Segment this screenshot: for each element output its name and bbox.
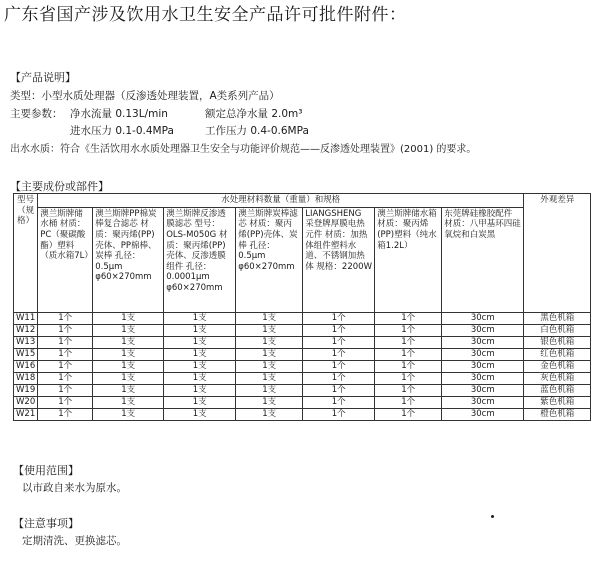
row-cell-c6: 1个 (375, 408, 442, 420)
row-cell-c1: 1个 (38, 408, 93, 420)
header-col-2: 澳兰斯牌PP棉炭棒复合滤芯 材质：聚丙烯(PP)壳体、PP棉棒、炭棒 孔径：0.5μm φ60×270mm (93, 207, 164, 312)
components-table (13, 193, 591, 421)
row-cell-c4: 1支 (236, 336, 303, 348)
row-cell-c2: 1支 (93, 408, 164, 420)
row-cell-c6: 1个 (375, 396, 442, 408)
table-row (14, 324, 591, 336)
row-cell-c3: 1支 (164, 312, 236, 324)
header-col-7: 东莞牌硅橡胶配件 材质：八甲基环四硅氧烷和白炭黑 (442, 207, 524, 312)
row-cell-c1: 1个 (38, 396, 93, 408)
row-cell-c4: 1支 (236, 360, 303, 372)
row-model: W15 (14, 348, 38, 360)
row-model: W19 (14, 384, 38, 396)
row-model: W11 (14, 312, 38, 324)
header-col-1: 澳兰斯牌储水桶 材质：PC（聚碳酸酯）塑料（质水箱7L） (38, 207, 93, 312)
row-cell-c3: 1支 (164, 396, 236, 408)
row-cell-c2: 1支 (93, 312, 164, 324)
header-col-3: 澳兰斯牌反渗透膜滤芯 型号：OLS-M050G 材质：聚丙烯(PP)壳体、反渗透膜组件 孔径：0.0001μm φ60×270mm (164, 207, 236, 312)
row-model: W13 (14, 336, 38, 348)
row-model: W21 (14, 408, 38, 420)
header-appearance: 外观差异 (524, 194, 591, 313)
row-cell-c7: 30cm (442, 336, 524, 348)
notes-heading: 【注意事项】 (13, 517, 79, 530)
row-appearance: 紫色机箱 (524, 396, 591, 408)
row-cell-c7: 30cm (442, 408, 524, 420)
header-col-6: 澳兰斯牌储水箱 材质：聚丙烯(PP)塑料（纯水箱1.2L） (375, 207, 442, 312)
row-cell-c5: 1个 (303, 336, 375, 348)
row-appearance: 金色机箱 (524, 360, 591, 372)
row-cell-c7: 30cm (442, 312, 524, 324)
product-desc-heading: 【产品说明】 (10, 71, 76, 84)
category-label: 类型： (10, 90, 42, 102)
row-cell-c4: 1支 (236, 384, 303, 396)
usage-heading: 【使用范围】 (13, 464, 79, 477)
row-cell-c7: 30cm (442, 324, 524, 336)
header-group: 水处理材料数量（重量）和规格 (38, 194, 524, 208)
row-cell-c2: 1支 (93, 348, 164, 360)
row-cell-c6: 1个 (375, 312, 442, 324)
table-row (14, 360, 591, 372)
row-cell-c1: 1个 (38, 324, 93, 336)
row-cell-c3: 1支 (164, 372, 236, 384)
table-subheader-row (14, 207, 591, 312)
header-col-4: 澳兰斯牌炭棒滤芯 材质：聚丙烯(PP)壳体、炭棒 孔径：0.5μm φ60×270mm (236, 207, 303, 312)
row-cell-c4: 1支 (236, 396, 303, 408)
row-cell-c4: 1支 (236, 312, 303, 324)
flow-value: 净水流量 0.13L/min (70, 108, 168, 120)
category-line (10, 88, 280, 103)
components-heading: 【主要成份或部件】 (10, 180, 109, 193)
table-row (14, 408, 591, 420)
row-cell-c1: 1个 (38, 384, 93, 396)
header-col-5: LIANGSHENG 采登牌厚膜电热元件 材质：加热体组件塑料水道、不锈钢加热体 规格：2200W (303, 207, 375, 312)
row-cell-c5: 1个 (303, 372, 375, 384)
row-cell-c6: 1个 (375, 348, 442, 360)
row-cell-c3: 1支 (164, 336, 236, 348)
row-cell-c6: 1个 (375, 384, 442, 396)
row-model: W16 (14, 360, 38, 372)
table-row (14, 372, 591, 384)
outlet-line (10, 140, 476, 155)
table-row (14, 336, 591, 348)
row-cell-c2: 1支 (93, 360, 164, 372)
row-appearance: 红色机箱 (524, 348, 591, 360)
rated-total-value: 额定总净水量 2.0m³ (205, 108, 303, 120)
row-appearance: 蓝色机箱 (524, 384, 591, 396)
row-cell-c3: 1支 (164, 384, 236, 396)
row-cell-c4: 1支 (236, 324, 303, 336)
row-cell-c3: 1支 (164, 324, 236, 336)
row-cell-c1: 1个 (38, 348, 93, 360)
notes-text: 定期清洗、更换滤芯。 (22, 535, 127, 547)
table-header-row (14, 194, 591, 208)
row-cell-c2: 1支 (93, 396, 164, 408)
row-cell-c5: 1个 (303, 348, 375, 360)
table-row (14, 384, 591, 396)
row-cell-c1: 1个 (38, 372, 93, 384)
category-value: 小型水质处理器（反渗透处理装置，A类系列产品） (41, 90, 280, 102)
outlet-value: 符合《生活饮用水水质处理器卫生安全与功能评价规范——反渗透处理装置》(2001) 的要求。 (60, 144, 477, 155)
row-cell-c5: 1个 (303, 396, 375, 408)
usage-text: 以市政自来水为原水。 (22, 482, 127, 494)
table-row (14, 396, 591, 408)
row-appearance: 灰色机箱 (524, 372, 591, 384)
row-model: W20 (14, 396, 38, 408)
row-cell-c1: 1个 (38, 312, 93, 324)
row-cell-c6: 1个 (375, 372, 442, 384)
header-model: 型号（规格） (14, 194, 38, 313)
row-cell-c4: 1支 (236, 408, 303, 420)
table-row (14, 312, 591, 324)
row-model: W12 (14, 324, 38, 336)
page-title: 广东省国产涉及饮用水卫生安全产品许可批件附件： (4, 5, 407, 25)
row-cell-c6: 1个 (375, 360, 442, 372)
row-cell-c5: 1个 (303, 324, 375, 336)
row-cell-c2: 1支 (93, 384, 164, 396)
work-pressure-value: 工作压力 0.4-0.6MPa (205, 125, 309, 137)
params-label: 主要参数： (10, 108, 63, 120)
row-cell-c7: 30cm (442, 348, 524, 360)
row-appearance: 黑色机箱 (524, 312, 591, 324)
row-cell-c1: 1个 (38, 336, 93, 348)
row-cell-c1: 1个 (38, 360, 93, 372)
row-cell-c6: 1个 (375, 324, 442, 336)
table-body (14, 312, 591, 420)
row-cell-c5: 1个 (303, 312, 375, 324)
row-cell-c2: 1支 (93, 372, 164, 384)
row-cell-c4: 1支 (236, 348, 303, 360)
row-appearance: 银色机箱 (524, 336, 591, 348)
row-cell-c7: 30cm (442, 360, 524, 372)
row-cell-c5: 1个 (303, 360, 375, 372)
row-appearance: 橙色机箱 (524, 408, 591, 420)
row-cell-c6: 1个 (375, 336, 442, 348)
row-cell-c7: 30cm (442, 384, 524, 396)
row-cell-c2: 1支 (93, 324, 164, 336)
row-cell-c7: 30cm (442, 396, 524, 408)
row-cell-c3: 1支 (164, 348, 236, 360)
table-row (14, 348, 591, 360)
outlet-label: 出水水质： (10, 144, 60, 155)
row-cell-c5: 1个 (303, 408, 375, 420)
row-cell-c7: 30cm (442, 372, 524, 384)
row-appearance: 白色机箱 (524, 324, 591, 336)
inlet-pressure-value: 进水压力 0.1-0.4MPa (70, 125, 174, 137)
row-model: W18 (14, 372, 38, 384)
row-cell-c5: 1个 (303, 384, 375, 396)
row-cell-c4: 1支 (236, 372, 303, 384)
ink-dot (491, 515, 494, 518)
row-cell-c2: 1支 (93, 336, 164, 348)
row-cell-c3: 1支 (164, 360, 236, 372)
row-cell-c3: 1支 (164, 408, 236, 420)
